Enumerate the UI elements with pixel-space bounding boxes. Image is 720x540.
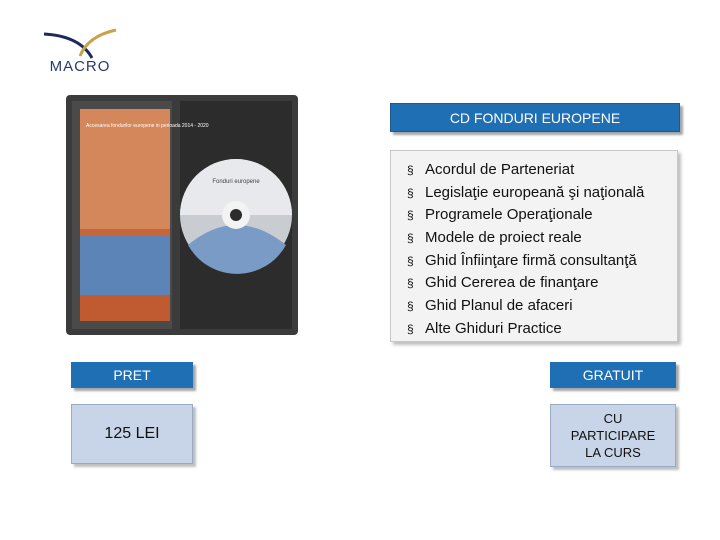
cd-case-image: [66, 95, 306, 340]
free-condition-line: LA CURS: [585, 445, 641, 460]
list-item: § Programele Operaţionale: [407, 204, 677, 227]
price-value: 125 LEI: [71, 404, 193, 464]
logo-text: MACRO: [49, 58, 111, 75]
free-condition: [550, 404, 676, 467]
list-item: § Alte Ghiduri Practice: [407, 318, 677, 341]
cd-title: CD FONDURI EUROPENE: [390, 103, 680, 132]
free-condition-line: PARTICIPARE: [570, 428, 656, 443]
list-item: § Ghid Planul de afaceri: [407, 295, 677, 318]
list-item: § Legislaţie europeană şi naţională: [407, 182, 677, 205]
features-list: [390, 150, 678, 342]
list-item: § Acordul de Parteneriat: [407, 159, 677, 182]
free-label: GRATUIT: [550, 362, 676, 388]
price-label: PRET: [71, 362, 193, 388]
list-item: § Ghid Cererea de finanţare: [407, 272, 677, 295]
cover-title: Accesarea fondurilor europene in perioada 2014 - 2020: [86, 123, 209, 129]
cd-label: Fonduri europene: [212, 179, 260, 185]
list-item: § Modele de proiect reale: [407, 227, 677, 250]
macro-logo: [40, 28, 120, 80]
free-condition-line: CU: [603, 411, 623, 426]
list-item: § Ghid Înfiinţare firmă consultanţă: [407, 250, 677, 273]
logo-mark-icon: [40, 28, 120, 62]
